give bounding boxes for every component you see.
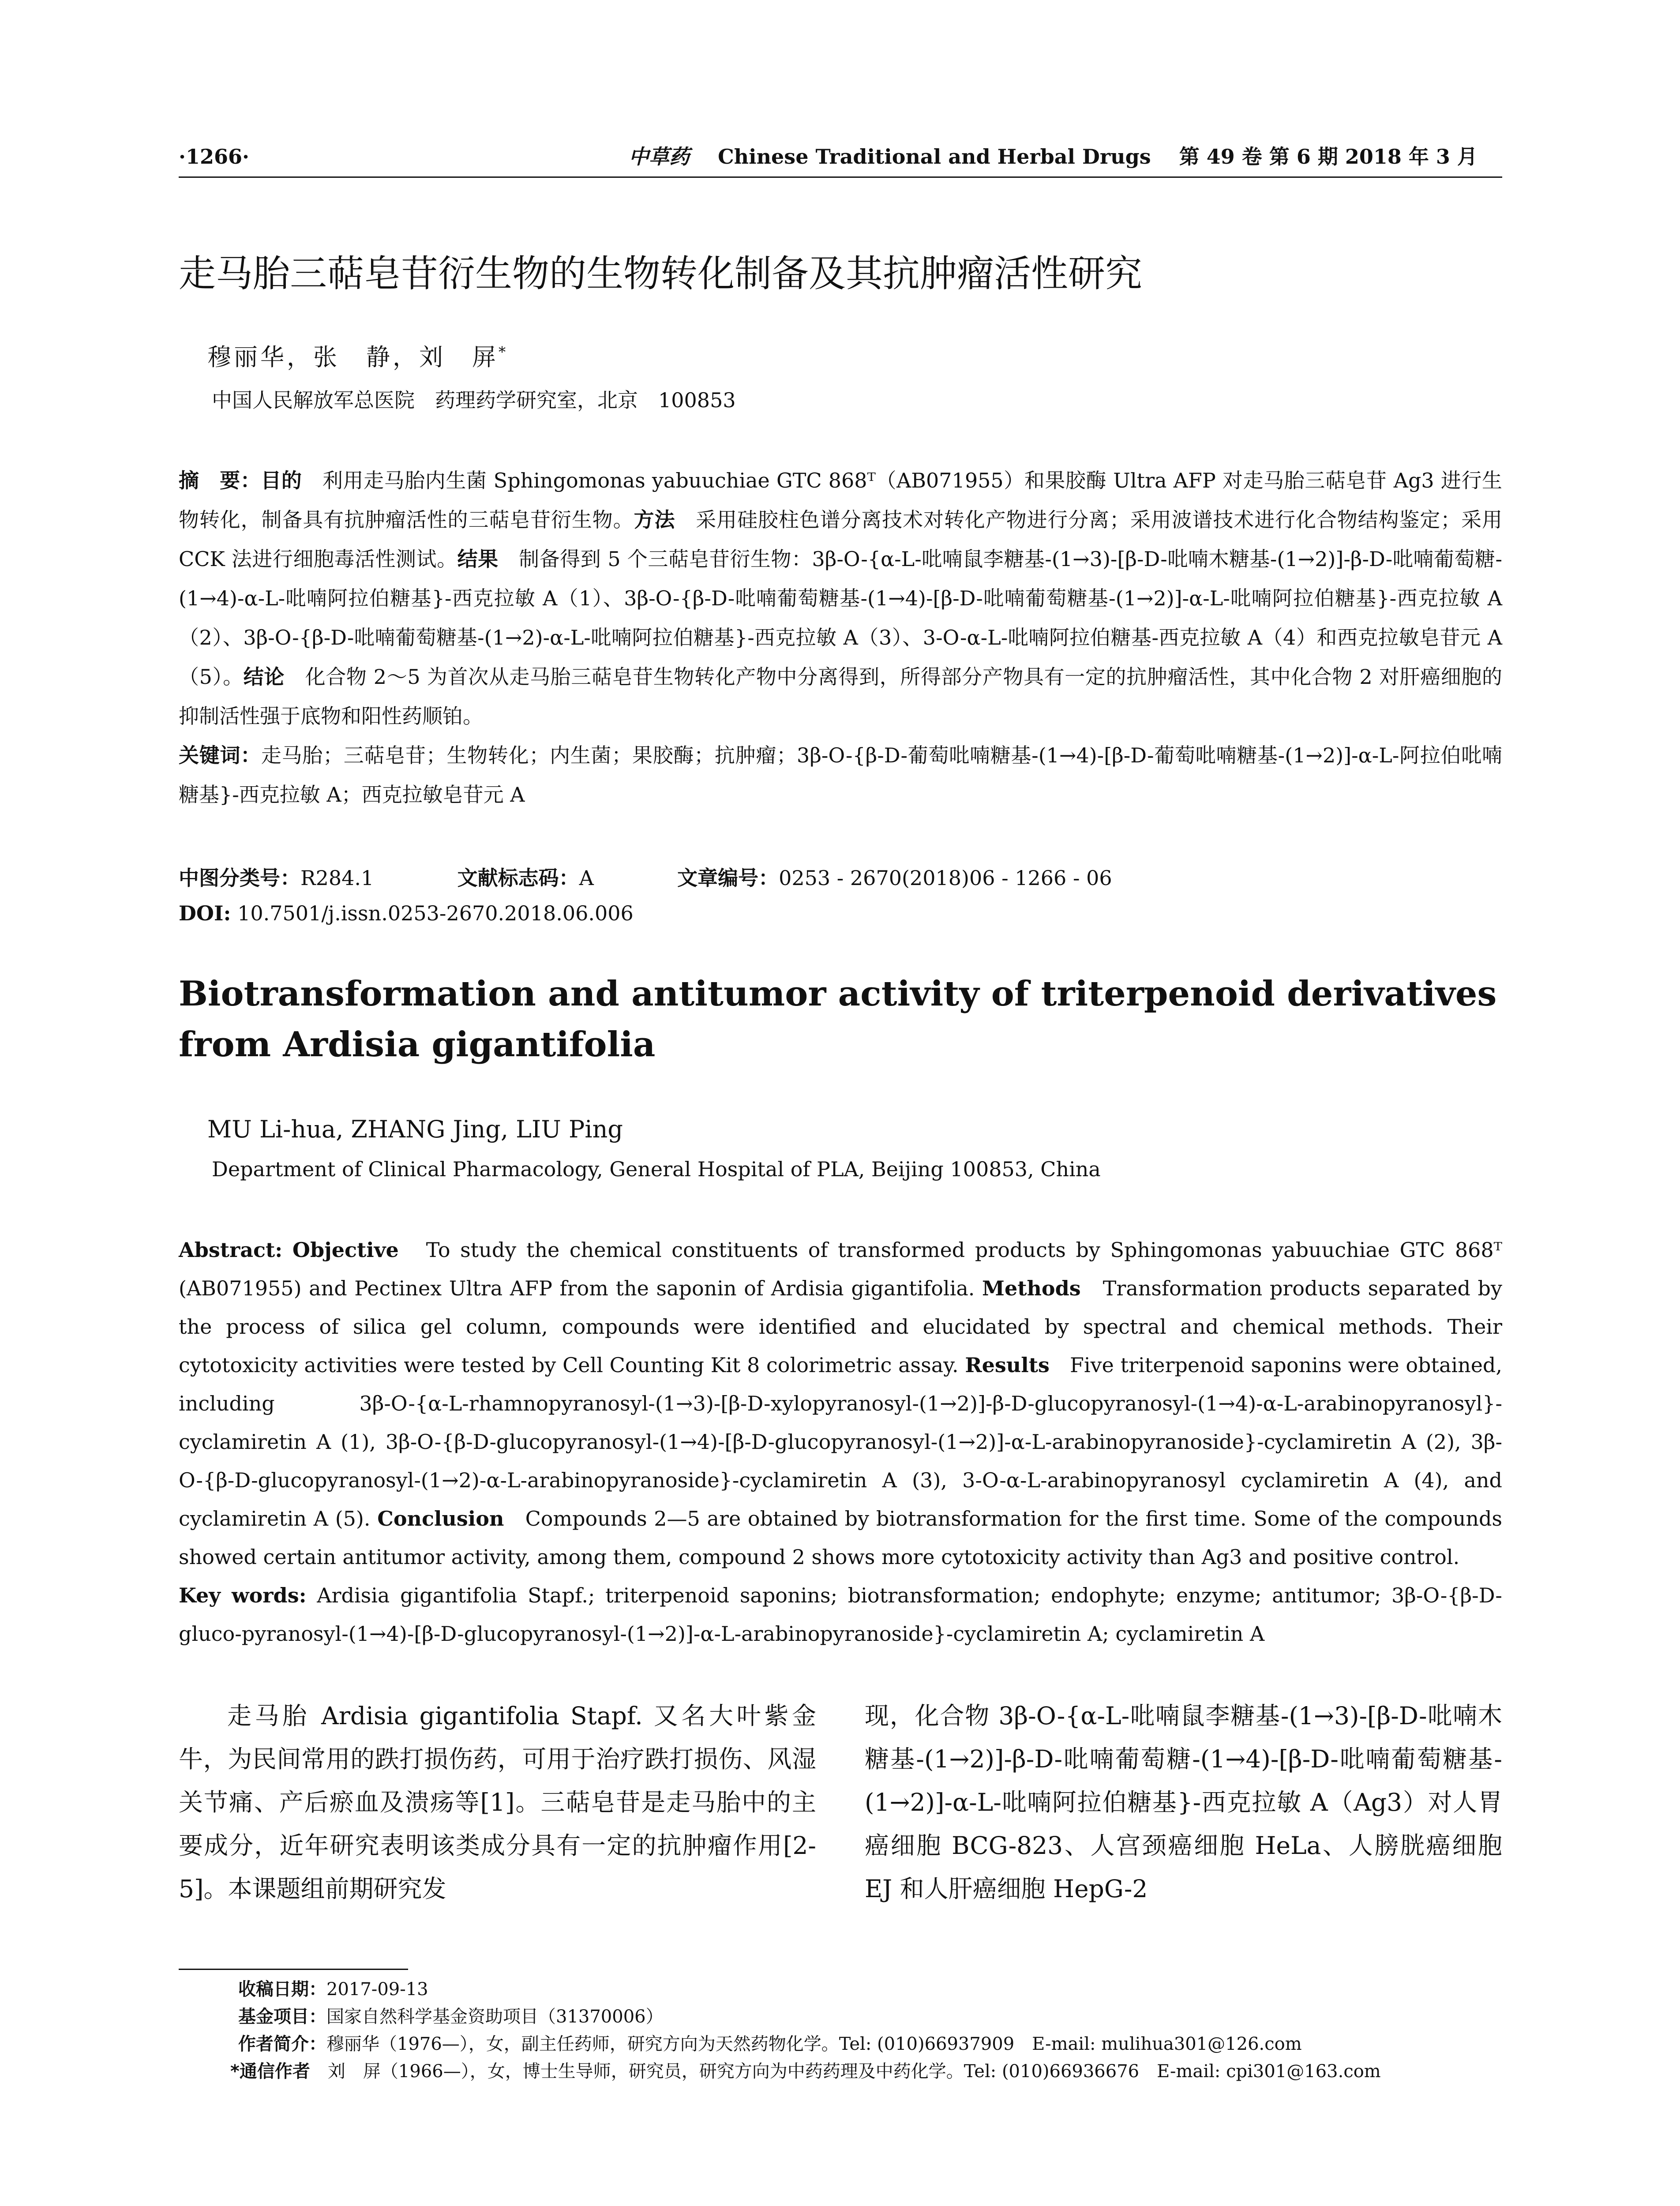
footnote-text: 2017-09-13 (326, 1979, 428, 2000)
keywords-cn: 走马胎；三萜皂苷；生物转化；内生菌；果胶酶；抗肿瘤；3β-O-{β-D-葡萄吡喃糖基-(1→4)-[β-D-葡萄吡喃糖基-(1→2)]-α-L-阿拉伯吡喃糖基}-西克拉敏 A；西克拉敏皂苷元 A (179, 743, 1502, 807)
keywords-cn-label: 关键词： (179, 743, 261, 767)
footnote-rule (179, 1969, 408, 1970)
title-en: Biotransformation and antitumor activity of triterpenoid derivatives from Ardisia gigantifolia (179, 974, 1497, 1065)
results-en: Five triterpenoid saponins were obtained, including 3β-O-{α-L-rhamnopyranosyl-(1→3)-[β-D-xylopyranosyl-(1→2)]-β-D-glucopyranosyl-(1→4)-α-L-arabinopyranosyl}-cyclamiretin A (1), 3β-O-{β-D-glucopyranosyl-(1→4)-[β-D-glucopyranosyl-(1→2)]-α-L-arabinopyranoside}-cyclamiretin A (2), 3β-O-{β-D-glucopyranosyl-(1→2)-α-L-arabinopyranoside}-cyclamiretin A (3), 3-O-α-L-arabinopyranosyl cyclamiretin A (4), and cyclamiretin A (5). (179, 1353, 1502, 1531)
methods-en: Transformation products separated by the process of silica gel column, compounds were identified and elucidated by spectral and chemical methods. Their cytotoxicity activities were tested by Cell Counting Kit 8 colorimetric assay. (179, 1276, 1502, 1377)
affiliation-cn: 中国人民解放军总医院 药理药学研究室，北京 100853 (212, 388, 736, 412)
journal-name-cn: 中草药 (629, 145, 690, 169)
objective-cn-label: 目的 (261, 469, 302, 492)
footnote-corresponding (230, 2058, 1518, 2085)
doi-line (179, 896, 634, 931)
footnote-received (238, 1976, 1518, 2003)
running-header (179, 141, 1502, 172)
methods-cn-label: 方法 (634, 508, 675, 532)
footnote-label: 收稿日期： (238, 1979, 326, 2000)
page-number: ·1266· (179, 145, 250, 169)
footnote-author (238, 2030, 1518, 2058)
footnote-label: 基金项目： (238, 2007, 326, 2027)
article-number-value: 0253 - 2670(2018)06 - 1266 - 06 (779, 866, 1112, 890)
footnote-fund (238, 2003, 1518, 2030)
keywords-en: Ardisia gigantifolia Stapf.; triterpenoid saponins; biotransformation; endophyte; enzyme; antitumor; 3β-O-{β-D-gluco-pyranosyl-(1→4)-[β-D-glucopyranosyl-(1→2)]-α-L-arabinopyranoside}-cyclamiretin A; cyclamiretin A (179, 1583, 1502, 1646)
results-en-label: Results (965, 1353, 1050, 1377)
authors-cn (207, 340, 508, 375)
conclusion-cn-label: 结论 (243, 665, 285, 689)
authors-en: MU Li-hua, ZHANG Jing, LIU Ping (207, 1115, 623, 1143)
methods-en-label: Methods (982, 1276, 1081, 1300)
body-column-left (179, 1694, 816, 1910)
classification-line (179, 860, 1502, 896)
results-cn-label: 结果 (457, 547, 499, 571)
journal-line (629, 141, 1478, 172)
body-right-text: 现，化合物 3β-O-{α-L-吡喃鼠李糖基-(1→3)-[β-D-吡喃木糖基-(1→2)]-β-D-吡喃葡萄糖-(1→4)-[β-D-吡喃葡萄糖基-(1→2)]-α-L-吡喃阿拉伯糖基}-西克拉敏 A（Ag3）对人胃癌细胞 BCG-823、人宫颈癌细胞 HeLa、人膀胱癌细胞 EJ 和人肝癌细胞 HepG-2 (865, 1702, 1502, 1903)
clc-value: R284.1 (300, 866, 374, 890)
footnote-label: *通信作者 (230, 2061, 310, 2082)
abstract-en-label: Abstract: (179, 1238, 283, 1262)
results-cn: 制备得到 5 个三萜皂苷衍生物：3β-O-{α-L-吡喃鼠李糖基-(1→3)-[β-D-吡喃木糖基-(1→2)]-β-D-吡喃葡萄糖-(1→4)-α-L-吡喃阿拉伯糖基}-西克拉敏 A（1）、3β-O-{β-D-吡喃葡萄糖基-(1→4)-[β-D-吡喃葡萄糖基-(1→2)]-α-L-吡喃阿拉伯糖基}-西克拉敏 A（2）、3β-O-{β-D-吡喃葡萄糖基-(1→2)-α-L-吡喃阿拉伯糖基}-西克拉敏 A（3）、3-O-α-L-吡喃阿拉伯糖基-西克拉敏 A（4）和西克拉敏皂苷元 A（5）。 (179, 547, 1502, 689)
conclusion-en: Compounds 2—5 are obtained by biotransformation for the first time. Some of the compounds showed certain antitumor activity, among them, compound 2 shows more cytotoxicity activity than Ag3 and positive control. (179, 1507, 1503, 1569)
doi-value: 10.7501/j.issn.0253-2670.2018.06.006 (231, 901, 634, 925)
authors-cn-names: 穆丽华，张 静，刘 屏 (207, 343, 499, 371)
footnotes (230, 1976, 1518, 2085)
footnote-text: 刘 屏（1966—），女，博士生导师，研究员，研究方向为中药药理及中药化学。Tel: (010)66936676 E-mail: cpi301@163.com (310, 2061, 1381, 2082)
footnote-text: 国家自然科学基金资助项目（31370006） (326, 2007, 664, 2027)
abstract-en (179, 1231, 1502, 1653)
keywords-en-label: Key words: (179, 1583, 307, 1607)
doi-label: DOI: (179, 901, 231, 925)
article-number-label: 文章编号： (677, 866, 779, 890)
methods-cn: 采用硅胶柱色谱分离技术对转化产物进行分离；采用波谱技术进行化合物结构鉴定；采用 CCK 法进行细胞毒活性测试。 (179, 508, 1503, 571)
abstract-cn (179, 461, 1502, 814)
clc-label: 中图分类号： (179, 866, 300, 890)
body-column-right (865, 1694, 1502, 1910)
objective-cn: 利用走马胎内生菌 Sphingomonas yabuuchiae GTC 868ᵀ（AB071955）和果胶酶 Ultra AFP 对走马胎三萜皂苷 Ag3 进行生物转化，制备具有抗肿瘤活性的三萜皂苷衍生物。 (179, 469, 1503, 532)
conclusion-en-label: Conclusion (377, 1507, 504, 1531)
footnote-text: 穆丽华（1976—），女，副主任药师，研究方向为天然药物化学。Tel: (010)66937909 E-mail: mulihua301@126.com (326, 2034, 1302, 2054)
corresponding-mark: * (499, 344, 509, 360)
doc-code-label: 文献标志码： (457, 866, 579, 890)
affiliation-en: Department of Clinical Pharmacology, General Hospital of PLA, Beijing 100853, China (212, 1157, 1101, 1181)
objective-en: To study the chemical constituents of transformed products by Sphingomonas yabuuchiae GTC 868ᵀ (AB071955) and Pectinex Ultra AFP from the saponin of Ardisia gigantifolia. (179, 1238, 1502, 1300)
footnote-label: 作者简介： (238, 2034, 326, 2054)
journal-name-en: Chinese Traditional and Herbal Drugs (718, 145, 1151, 169)
title-cn: 走马胎三萜皂苷衍生物的生物转化制备及其抗肿瘤活性研究 (179, 252, 1143, 295)
body-left-text: 走马胎 Ardisia gigantifolia Stapf. 又名大叶紫金牛，为民间常用的跌打损伤药，可用于治疗跌打损伤、风湿关节痛、产后瘀血及溃疡等[1]。三萜皂苷是走马胎中的主要成分，近年研究表明该类成分具有一定的抗肿瘤作用[2-5]。本课题组前期研究发 (179, 1702, 816, 1903)
header-rule (179, 176, 1502, 178)
conclusion-cn: 化合物 2～5 为首次从走马胎三萜皂苷生物转化产物中分离得到，所得部分产物具有一定的抗肿瘤活性，其中化合物 2 对肝癌细胞的抑制活性强于底物和阳性药顺铂。 (179, 665, 1502, 728)
doc-code-value: A (579, 866, 594, 890)
journal-issue: 第 49 卷 第 6 期 2018 年 3 月 (1179, 145, 1478, 169)
abstract-cn-label: 摘 要： (179, 469, 261, 492)
objective-en-label: Objective (292, 1238, 399, 1262)
